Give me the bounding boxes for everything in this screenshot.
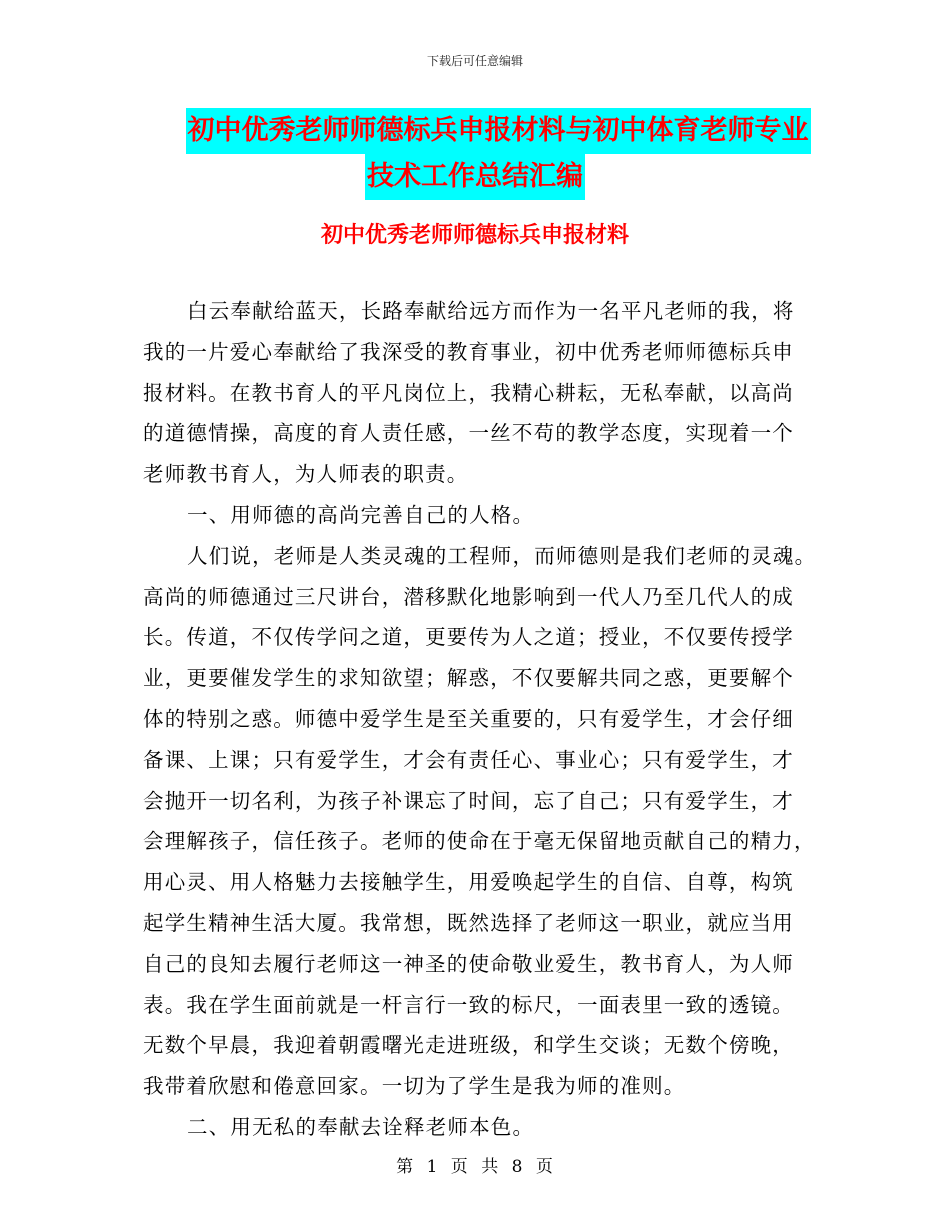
title-line-1: 初中优秀老师师德标兵申报材料与初中体育老师专业: [186, 108, 811, 154]
paragraph-line: 无数个早晨，我迎着朝霞曙光走进班级，和学生交谈；无数个傍晚，: [143, 1033, 794, 1058]
paragraph-line: 高尚的师德通过三尺讲台，潜移默化地影响到一代人乃至几代人的成: [143, 584, 794, 609]
heading-line: 一、用师德的高尚完善自己的人格。: [187, 502, 535, 527]
body-text: [143, 291, 823, 1148]
page-footer: 第 1 页 共 8 页: [396, 1157, 554, 1177]
paragraph-line: 表。我在学生面前就是一杆言行一致的标尺，一面表里一致的透镜。: [143, 992, 794, 1017]
paragraph-line: 的道德情操，高度的育人责任感，一丝不苟的教学态度，实现着一个: [143, 421, 794, 446]
document-title: [0, 108, 950, 200]
title-line-2: 技术工作总结汇编: [365, 154, 585, 200]
paragraph-line: 我带着欣慰和倦意回家。一切为了学生是我为师的准则。: [143, 1074, 686, 1099]
paragraph-line: 业，更要催发学生的求知欲望；解惑，不仅要解共同之惑，更要解个: [143, 666, 794, 691]
paragraph-line: 老师教书育人，为人师表的职责。: [143, 462, 469, 487]
paragraph-line: 报材料。在教书育人的平凡岗位上，我精心耕耘，无私奉献，以高尚: [143, 380, 794, 405]
paragraph-line: 会抛开一切名利，为孩子补课忘了时间，忘了自己；只有爱学生，才: [143, 788, 794, 813]
paragraph-line: 人们说，老师是人类灵魂的工程师，而师德则是我们老师的灵魂。: [187, 543, 817, 568]
paragraph-line: 备课、上课；只有爱学生，才会有责任心、事业心；只有爱学生，才: [143, 747, 794, 772]
paragraph-line: 体的特别之惑。师德中爱学生是至关重要的，只有爱学生，才会仔细: [143, 706, 794, 731]
paragraph-line: 用心灵、用人格魅力去接触学生，用爱唤起学生的自信、自尊，构筑: [143, 870, 794, 895]
paragraph-line: 会理解孩子，信任孩子。老师的使命在于毫无保留地贡献自己的精力，: [143, 829, 816, 854]
paragraph-line: 白云奉献给蓝天，长路奉献给远方而作为一名平凡老师的我，将: [187, 299, 795, 323]
header-note: 下载后可任意编辑: [426, 54, 523, 68]
paragraph-line: 起学生精神生活大厦。我常想，既然选择了老师这一职业，就应当用: [143, 910, 794, 935]
paragraph-line: 长。传道，不仅传学问之道，更要传为人之道；授业，不仅要传授学: [143, 625, 794, 650]
paragraph-line: 自己的良知去履行老师这一神圣的使命敬业爱生，教书育人，为人师: [143, 951, 794, 976]
heading-line: 二、用无私的奉献去诠释老师本色。: [187, 1114, 535, 1139]
section-title: 初中优秀老师师德标兵申报材料: [320, 222, 629, 248]
paragraph-line: 我的一片爱心奉献给了我深受的教育事业，初中优秀老师师德标兵申: [143, 339, 794, 364]
